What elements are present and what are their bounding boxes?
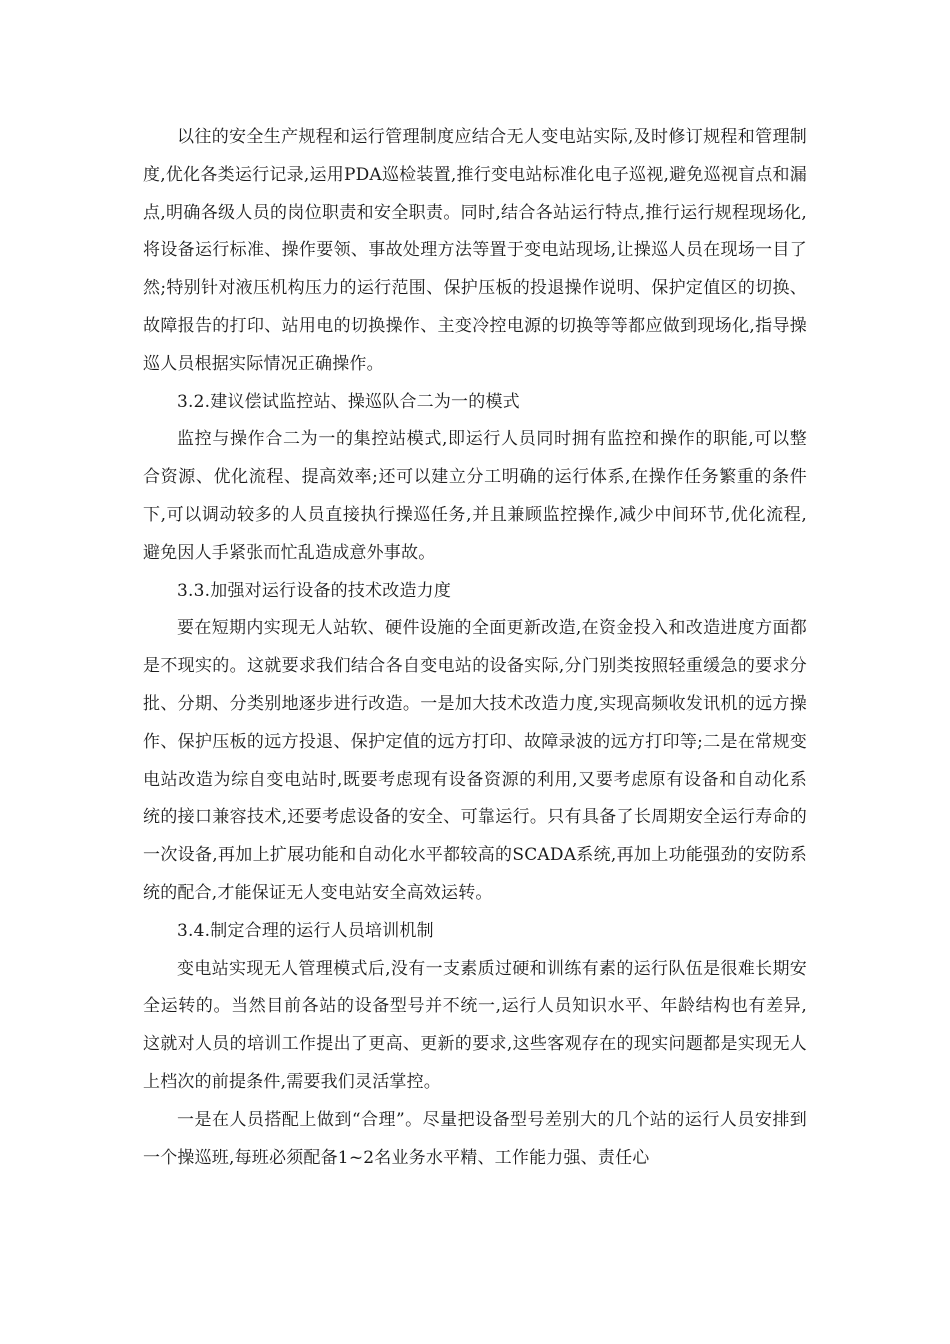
section-heading-3-2: 3.2.建议偿试监控站、操巡队合二为一的模式 (177, 391, 520, 412)
paragraph-staffing: 一是在人员搭配上做到“合理”。尽量把设备型号差别大的几个站的运行人员安排到一个操巡班,每班必须配备1~2名业务水平精、工作能力强、责任心 (143, 1109, 807, 1168)
paragraph-technical-reform: 要在短期内实现无人站软、硬件设施的全面更新改造,在资金投入和改造进度方面都是不现实的。这就要求我们结合各自变电站的设备实际,分门别类按照轻重缓急的要求分批、分期、分类别地逐步进行改造。一是加大技术改造力度,实现高频收发讯机的远方操作、保护压板的远方投退、保护定值的远方打印、故障录波的远方打印等;二是在常规变电站改造为综自变电站时,既要考虑现有设备资源的利用,又要考虑原有设备和自动化系统的接口兼容技术,还要考虑设备的安全、可靠运行。只有具备了长周期安全运行寿命的一次设备,再加上扩展功能和自动化水平都较高的SCADA系统,再加上功能强劲的安防系统的配合,才能保证无人变电站安全高效运转。 (143, 618, 807, 903)
section-heading-3-3: 3.3.加强对运行设备的技术改造力度 (177, 580, 452, 601)
paragraph-regulations: 以往的安全生产规程和运行管理制度应结合无人变电站实际,及时修订规程和管理制度,优化各类运行记录,运用PDA巡检装置,推行变电站标准化电子巡视,避免巡视盲点和漏点,明确各级人员的岗位职责和安全职责。同时,结合各站运行特点,推行运行规程现场化,将设备运行标准、操作要领、事故处理方法等置于变电站现场,让操巡人员在现场一目了然;特别针对液压机构压力的运行范围、保护压板的投退操作说明、保护定值区的切换、故障报告的打印、站用电的切换操作、主变冷控电源的切换等等都应做到现场化,指导操巡人员根据实际情况正确操作。 (143, 127, 807, 374)
paragraph-training: 变电站实现无人管理模式后,没有一支素质过硬和训练有素的运行队伍是很难长期安全运转的。当然目前各站的设备型号并不统一,运行人员知识水平、年龄结构也有差异,这就对人员的培训工作提出了更高、更新的要求,这些客观存在的现实问题都是实现无人上档次的前提条件,需要我们灵活掌控。 (143, 958, 807, 1092)
section-heading-3-4: 3.4.制定合理的运行人员培训机制 (177, 920, 434, 941)
document-body (143, 119, 807, 1177)
paragraph-monitoring-mode: 监控与操作合二为一的集控站模式,即运行人员同时拥有监控和操作的职能,可以整合资源、优化流程、提高效率;还可以建立分工明确的运行体系,在操作任务繁重的条件下,可以调动较多的人员直接执行操巡任务,并且兼顾监控操作,减少中间环节,优化流程,避免因人手紧张而忙乱造成意外事故。 (143, 429, 807, 563)
